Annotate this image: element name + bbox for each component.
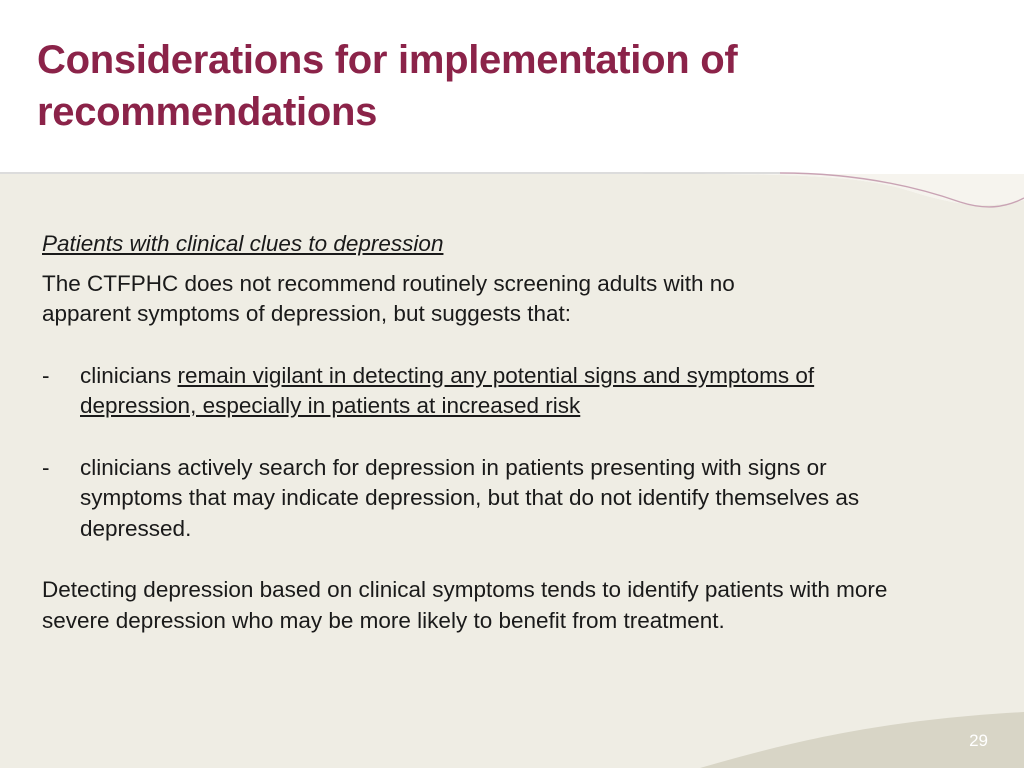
bullet-text-2: [80, 453, 1010, 545]
intro-line-2: apparent symptoms of depression, but suggests that:: [42, 301, 572, 326]
conclusion-line-1: Detecting depression based on clinical symptoms tends to identify patients with more: [42, 577, 888, 602]
spacer: [42, 422, 1010, 453]
bullet-2-line-1: clinicians actively search for depression in patients presenting with signs or: [80, 454, 827, 480]
subheading: Patients with clinical clues to depression: [42, 231, 444, 256]
bullet-item-2: [42, 453, 1010, 545]
page-number: 29: [969, 731, 988, 750]
conclusion-line-2: severe depression who may be more likely to benefit from treatment.: [42, 607, 725, 633]
bullet-item-1: [42, 361, 1010, 422]
spacer: [42, 544, 1010, 575]
title-line-1: Considerations for implementation of: [37, 38, 738, 82]
bullet-2-line-2: symptoms that may indicate depression, but that do not identify themselves as: [80, 485, 860, 510]
title-area: [0, 0, 1024, 172]
spacer: [42, 330, 1010, 361]
bullet-dash: -: [42, 454, 50, 480]
title-line-2: recommendations: [37, 90, 378, 134]
bullet-underlined-line-1: remain vigilant in detecting any potential signs and symptoms of: [177, 362, 815, 388]
bullet-text-1: [80, 361, 1010, 422]
slide-content: [42, 229, 1010, 636]
conclusion-paragraph: [42, 575, 1010, 636]
bullet-2-line-3: depressed.: [80, 515, 192, 541]
intro-line-1: The CTFPHC does not recommend routinely screening adults with no: [42, 270, 735, 296]
intro-paragraph: [42, 269, 1010, 330]
bullet-dash: -: [42, 362, 50, 388]
bullet-prefix: clinicians: [80, 362, 178, 388]
slide-title: [37, 34, 737, 138]
bullet-underlined-line-2: depression, especially in patients at increased risk: [80, 393, 581, 418]
